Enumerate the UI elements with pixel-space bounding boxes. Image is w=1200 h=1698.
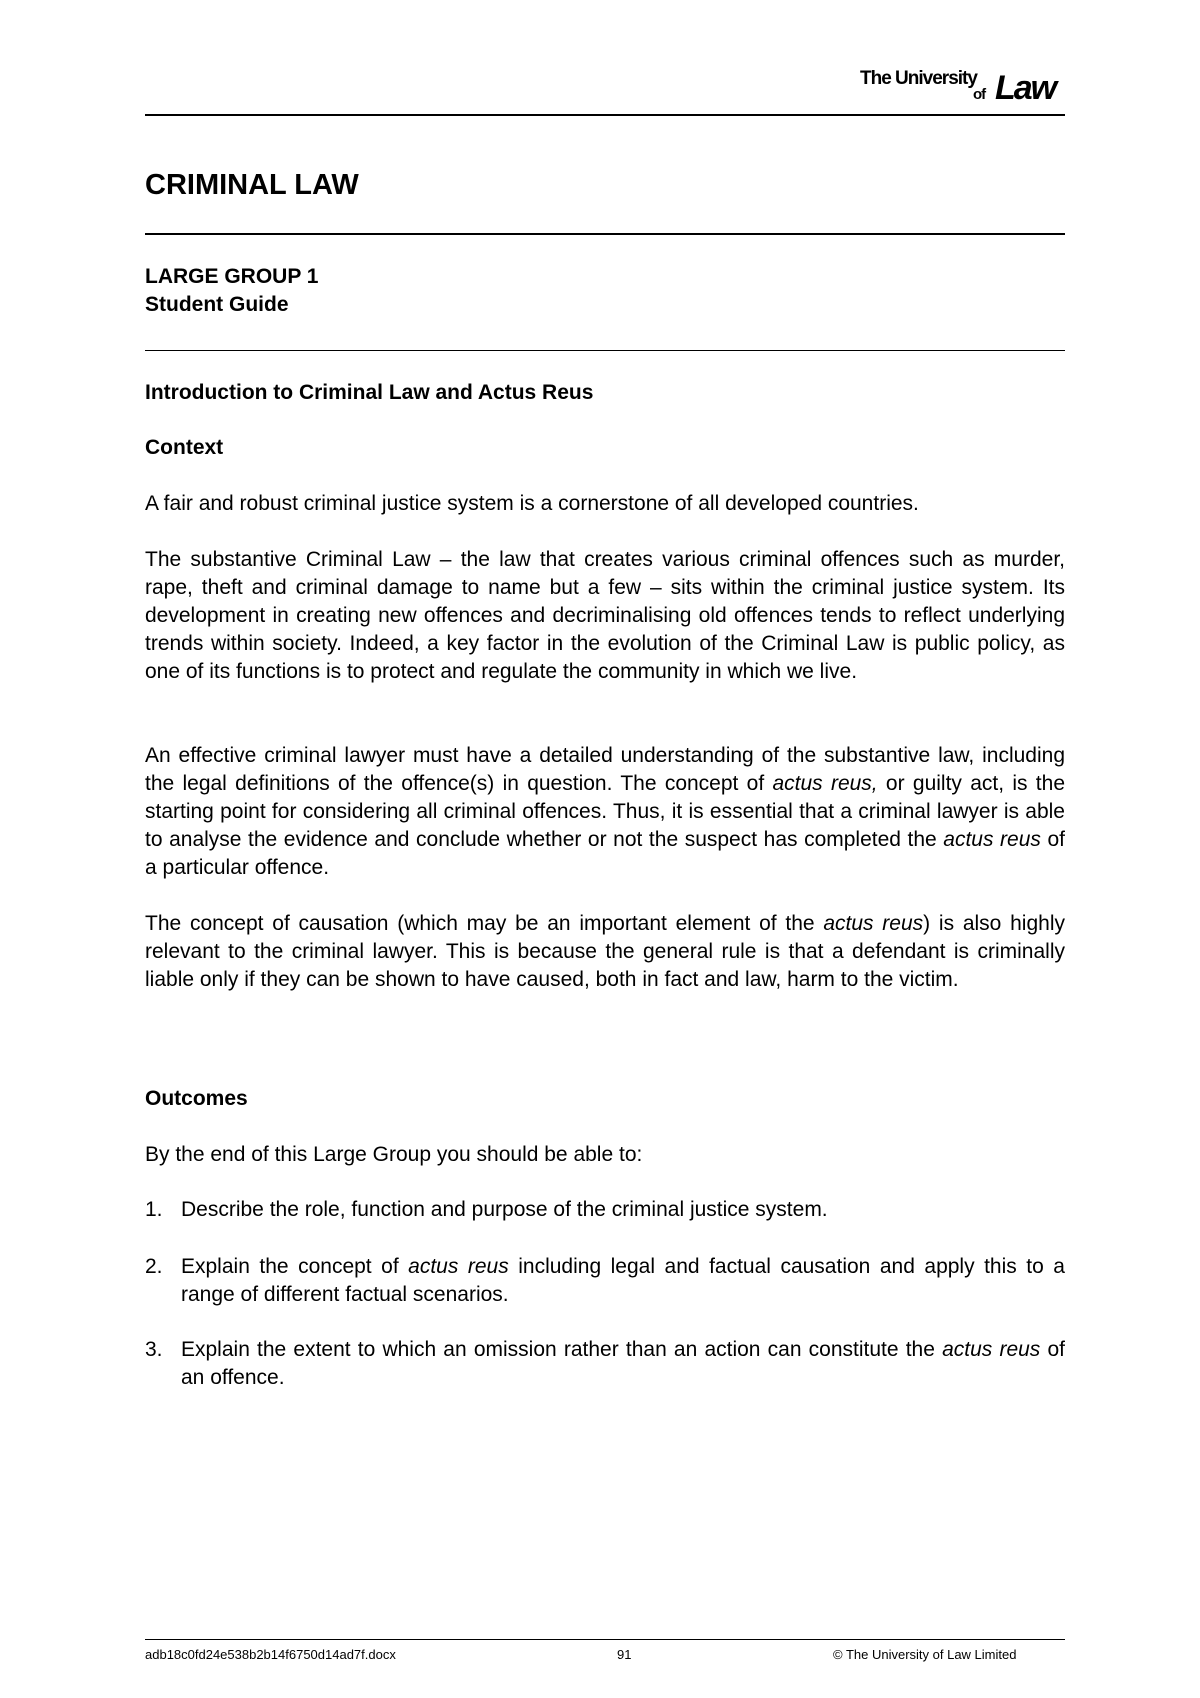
outcome2-italic-term: actus reus [408, 1255, 509, 1278]
subtitle-group: LARGE GROUP 1 [145, 265, 319, 288]
outcome3-text-a: Explain the extent to which an omission rather than an action can constitute the [181, 1338, 943, 1361]
logo-line-3: Law [995, 69, 1056, 107]
logo-line-2: of [973, 86, 986, 103]
footer-rule [145, 1639, 1065, 1640]
p4-text-a: The concept of causation (which may be an important element of the [145, 912, 824, 935]
header-rule [145, 114, 1065, 116]
outcome-number: 2. [145, 1255, 163, 1278]
p3-italic-term-2: actus reus [943, 828, 1041, 851]
outcome-text: Describe the role, function and purpose of the criminal justice system. [181, 1198, 828, 1221]
p4-text-c: ) is also highly relevant to the criminal lawyer. This is because the general rule is that a defendant is criminally liable only if they can be shown to have caused, both in fact and law, harm to the victim. [145, 912, 1065, 991]
p3-text-e: of a particular offence. [145, 828, 1065, 879]
outcome-number: 1. [145, 1198, 163, 1221]
logo-line-1: The University [860, 68, 977, 89]
p3-text-a: An effective criminal lawyer must have a detailed understanding of the substantive law, including the legal definitions of the offence(s) in question. The concept of [145, 744, 1065, 795]
footer-filename: adb18c0fd24e538b2b14f6750d14ad7f.docx [145, 1647, 396, 1662]
subtitle-guide: Student Guide [145, 293, 289, 316]
title-rule [145, 233, 1065, 235]
footer-page-number: 91 [617, 1647, 632, 1662]
outcome2-text-c: including legal and factual causation and apply this to a range of different factual scenarios. [181, 1255, 1065, 1306]
subtitle-rule [145, 350, 1065, 351]
outcome-text [181, 1253, 1065, 1309]
page-title: CRIMINAL LAW [145, 169, 359, 201]
p4-italic-term: actus reus [823, 912, 924, 935]
context-heading: Context [145, 436, 224, 459]
outcome2-text-a: Explain the concept of [181, 1255, 409, 1278]
outcomes-heading: Outcomes [145, 1087, 248, 1110]
topic-heading: Introduction to Criminal Law and Actus Reus [145, 381, 594, 404]
outcome-number: 3. [145, 1338, 163, 1361]
outcome-item-1 [145, 1196, 1065, 1224]
outcomes-intro: By the end of this Large Group you should be able to: [145, 1143, 643, 1166]
outcome3-italic-term: actus reus [942, 1338, 1041, 1361]
context-paragraph-3 [145, 742, 1065, 882]
university-logo [858, 66, 1068, 106]
context-paragraph-2: The substantive Criminal Law – the law that creates various criminal offences such as murder, rape, theft and criminal damage to name but a few – sits within the criminal justice system. Its development in creating new offences and decriminalising old offences tends to reflect underlying trends within society. Indeed, a key factor in the evolution of the Criminal Law is public policy, as one of its functions is to protect and regulate the community in which we live. [145, 548, 1065, 683]
outcome3-text-c: of an offence. [181, 1338, 1065, 1389]
context-paragraph-4 [145, 910, 1065, 994]
p3-text-c: or guilty act, is the starting point for considering all criminal offences. Thus, it is essential that a criminal lawyer is able to analyse the evidence and conclude whether or not the suspect has completed the [145, 772, 1065, 851]
outcome-item-2 [145, 1253, 1065, 1309]
outcome-text [181, 1336, 1065, 1392]
p3-italic-term: actus reus, [772, 772, 878, 795]
footer-copyright: © The University of Law Limited [833, 1647, 1017, 1662]
context-paragraph-1: A fair and robust criminal justice system is a cornerstone of all developed countries. [145, 492, 919, 515]
outcome-item-3 [145, 1336, 1065, 1392]
